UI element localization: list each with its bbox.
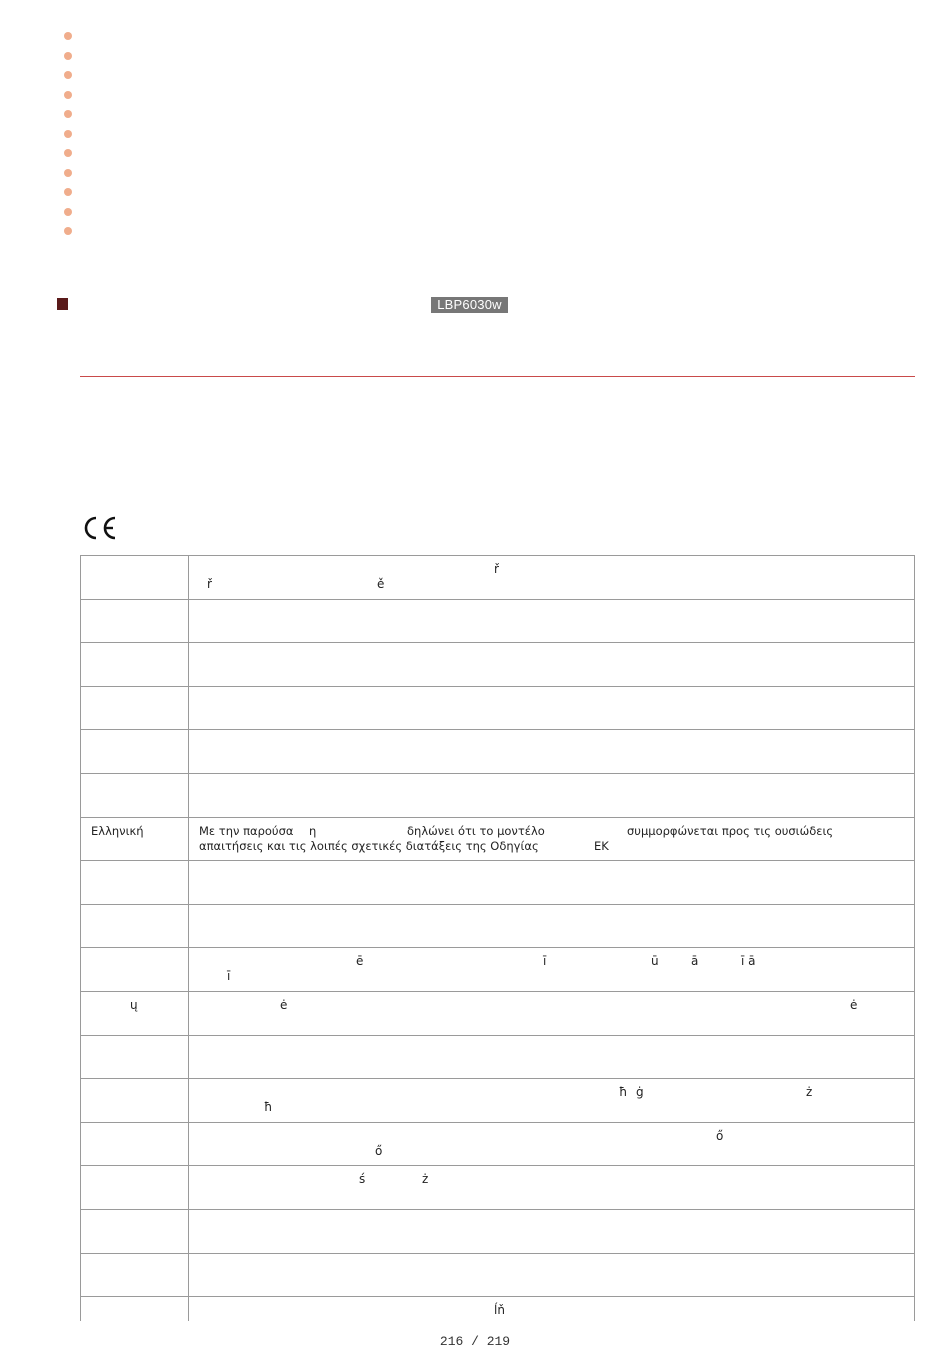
- declaration-row: [80, 1036, 915, 1080]
- language-cell: [80, 1254, 189, 1297]
- declaration-row: [80, 1297, 915, 1321]
- declaration-text-cell: [190, 1166, 915, 1209]
- language-cell: [80, 818, 189, 861]
- bullet-dot: [64, 110, 72, 118]
- declaration-row: [80, 1166, 915, 1210]
- bullet-dot: [64, 149, 72, 157]
- language-cell: [80, 556, 189, 599]
- declaration-text-cell: [190, 861, 915, 904]
- declaration-text: Με την παρούσα: [199, 823, 294, 838]
- declaration-text-cell: [190, 905, 915, 948]
- declaration-text: δηλώνει ότι το μοντέλο: [407, 823, 545, 838]
- language-cell: [80, 861, 189, 904]
- declaration-text-cell: [190, 600, 915, 643]
- language-cell: [80, 1210, 189, 1253]
- declaration-row: [80, 1254, 915, 1298]
- declaration-row-greek: [80, 818, 915, 862]
- declaration-text: συμμορφώνεται προς τις ουσιώδεις: [627, 823, 834, 838]
- declaration-row: [80, 600, 915, 644]
- declaration-glyph: ř: [494, 562, 499, 576]
- declaration-text-cell: [190, 1036, 915, 1079]
- declaration-text-cell: [190, 643, 915, 686]
- declaration-glyph: ħ: [264, 1100, 273, 1115]
- declaration-glyph: ġ: [636, 1085, 644, 1100]
- language-cell: [80, 774, 189, 817]
- declaration-text: η: [309, 823, 317, 838]
- declaration-glyph: ē: [356, 954, 364, 969]
- language-cell: [80, 992, 189, 1035]
- declaration-glyph: ő: [375, 1143, 383, 1158]
- declaration-glyph: ř: [207, 577, 212, 591]
- declaration-glyph: ż: [806, 1085, 813, 1100]
- bullet-dot: [64, 227, 72, 235]
- language-label: Ελληνική: [91, 823, 144, 838]
- language-cell: [80, 643, 189, 686]
- declaration-row: [80, 1210, 915, 1254]
- declaration-row: [80, 687, 915, 731]
- bullet-dot: [64, 71, 72, 79]
- declaration-text-cell: [190, 774, 915, 817]
- language-cell: [80, 687, 189, 730]
- bullet-dot: [64, 32, 72, 40]
- bullet-list: [64, 32, 72, 247]
- declaration-text-cell: [190, 1123, 915, 1166]
- declaration-table: [80, 555, 915, 1321]
- declaration-text-cell: [190, 948, 915, 991]
- declaration-glyph: ő: [716, 1128, 724, 1143]
- bullet-dot: [64, 188, 72, 196]
- declaration-text-cell: [190, 992, 915, 1035]
- ce-mark-icon: [82, 515, 118, 541]
- declaration-text-cell: [190, 687, 915, 730]
- declaration-row: [80, 730, 915, 774]
- language-cell: [80, 905, 189, 948]
- language-cell: [80, 1123, 189, 1166]
- declaration-text-cell: [190, 556, 915, 599]
- declaration-row: [80, 774, 915, 818]
- declaration-glyph: ī: [227, 969, 231, 984]
- declaration-row: [80, 643, 915, 687]
- language-cell: [80, 730, 189, 773]
- declaration-glyph: ū: [651, 954, 659, 969]
- declaration-glyph: ā: [691, 954, 699, 969]
- declaration-row: [80, 861, 915, 905]
- declaration-text: απαιτήσεις και τις λοιπές σχετικές διατάξεις της Οδηγίας: [199, 838, 539, 853]
- declaration-text-cell: [190, 818, 915, 861]
- page-indicator: 216 / 219: [439, 1334, 511, 1349]
- section-divider: [80, 376, 915, 377]
- bullet-dot: [64, 169, 72, 177]
- declaration-text-cell: [190, 730, 915, 773]
- declaration-glyph: ė: [280, 997, 288, 1012]
- language-cell: [80, 1079, 189, 1122]
- declaration-text-cell: [190, 1254, 915, 1297]
- declaration-row: [80, 948, 915, 992]
- declaration-glyph: ĺň: [494, 1303, 505, 1318]
- declaration-glyph: ī: [543, 954, 547, 969]
- declaration-row: [80, 556, 915, 600]
- language-cell: [80, 1036, 189, 1079]
- declaration-glyph: ě: [377, 577, 385, 591]
- declaration-text-cell: [190, 1210, 915, 1253]
- declaration-row: [80, 1123, 915, 1167]
- declaration-row: [80, 992, 915, 1036]
- language-glyph: ų: [130, 997, 138, 1012]
- declaration-text-cell: [190, 1079, 915, 1122]
- model-badge: LBP6030w: [431, 297, 508, 313]
- bullet-dot: [64, 52, 72, 60]
- language-cell: [80, 948, 189, 991]
- declaration-glyph: ė: [850, 997, 858, 1012]
- language-cell: [80, 1297, 189, 1321]
- bullet-dot: [64, 130, 72, 138]
- declaration-glyph: ś: [359, 1172, 366, 1187]
- bullet-dot: [64, 91, 72, 99]
- language-cell: [80, 1166, 189, 1209]
- language-cell: [80, 600, 189, 643]
- declaration-glyph: ż: [422, 1172, 429, 1187]
- declaration-glyph: ī ā: [741, 954, 756, 969]
- declaration-text: ΕΚ: [594, 838, 609, 853]
- declaration-text-cell: [190, 1297, 915, 1321]
- section-marker-icon: [57, 298, 68, 310]
- declaration-row: [80, 905, 915, 949]
- bullet-dot: [64, 208, 72, 216]
- declaration-glyph: ħ: [619, 1085, 628, 1100]
- declaration-row: [80, 1079, 915, 1123]
